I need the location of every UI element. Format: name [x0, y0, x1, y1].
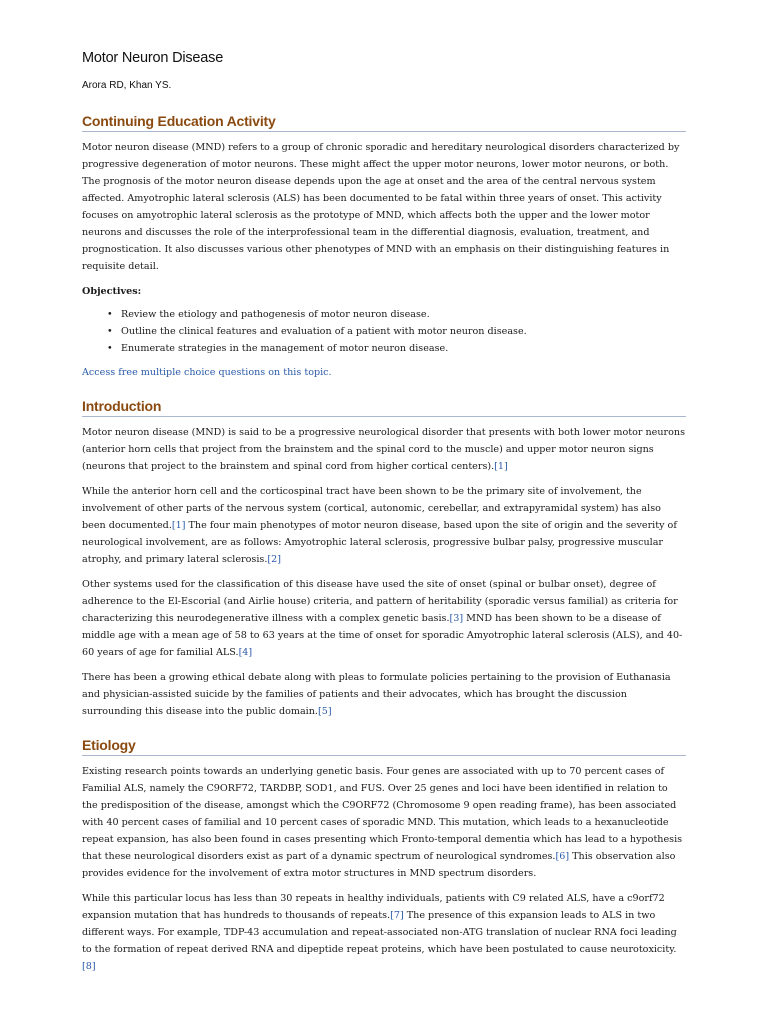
citation-link[interactable]: [3] — [449, 613, 464, 624]
paragraph-text: The four main phenotypes of motor neuron disease, based upon the site of origin and the severity of neurological involvement, are as follows: Amyotrophic lateral sclerosis, progressive bulbar palsy, progressive muscular atrophy, and primary lateral sclerosis. — [82, 520, 677, 565]
document-authors: Arora RD, Khan YS. — [82, 80, 172, 91]
citation-link[interactable]: [6] — [555, 851, 570, 862]
paragraph — [82, 576, 686, 661]
section-heading: Etiology — [82, 737, 686, 756]
list-item: • Outline the clinical features and evaluation of a patient with motor neuron disease. — [121, 323, 686, 340]
citation-link[interactable]: [2] — [267, 554, 281, 565]
citation-link[interactable]: [4] — [238, 647, 253, 658]
paragraph — [82, 763, 686, 882]
document-body — [82, 113, 686, 983]
objectives-label: Objectives: — [82, 286, 142, 297]
paragraph-text: MND has been shown to be a disease of middle age with a mean age of 58 to 63 years at the time of onset for sporadic Amyotrophic lateral sclerosis (ALS), and 40-60 years of age for familial ALS. — [82, 613, 683, 658]
paragraph — [82, 669, 686, 720]
citation-link[interactable]: [8] — [82, 961, 96, 972]
paragraph — [82, 424, 686, 475]
paragraph-text: There has been a growing ethical debate along with pleas to formulate policies pertaining to the provision of Euthanasia and physician-assisted suicide by the families of patients and their advocates, which has brought the discussion surrounding this disease into the public domain. — [82, 672, 671, 717]
paragraph-text: Motor neuron disease (MND) is said to be a progressive neurological disorder that presents with both lower motor neurons (anterior horn cells that project from the brainstem and the spinal cord to the muscle) and upper motor neuron signs (neurons that project to the brainstem and spinal cord from higher cortical centers). — [82, 427, 686, 472]
mcq-link[interactable]: Access free multiple choice questions on this topic. — [82, 367, 332, 378]
paragraph-text: Other systems used for the classification of this disease have used the site of onset (spinal or bulbar onset), degree of adherence to the El-Escorial (and Airlie house) criteria, and pattern of heritability (sporadic versus familial) as criteria for characterizing this neurodegenerative illness with a complex genetic basis. — [82, 579, 678, 624]
citation-link[interactable]: [1] — [171, 520, 186, 531]
paragraph: Motor neuron disease (MND) refers to a group of chronic sporadic and hereditary neurological disorders characterized by progressive degeneration of motor neurons. These might affect the upper motor neurons, lower motor neurons, or both. The prognosis of the motor neuron disease depends upon the age at onset and the area of the central nervous system affected. Amyotrophic lateral sclerosis (ALS) has been documented to be fatal within three years of onset. This activity focuses on amyotrophic lateral sclerosis as the prototype of MND, which affects both the upper and the lower motor neurons and discusses the role of the interprofessional team in the differential diagnosis, evaluation, treatment, and prognostication. It also discusses various other phenotypes of MND with an emphasis on their distinguishing features in requisite detail. — [82, 142, 680, 272]
list-item: • Enumerate strategies in the management of motor neuron disease. — [121, 340, 686, 357]
paragraph-text: Existing research points towards an underlying genetic basis. Four genes are associated with up to 70 percent cases of Familial ALS, namely the C9ORF72, TARDBP, SOD1, and FUS. Over 25 genes and loci have been identified in relation to the predisposition of the disease, amongst which the C9ORF72 (Chromosome 9 open reading frame), has been associated with 40 percent cases of familial and 10 percent cases of sporadic MND. This mutation, which leads to a hexanucleotide repeat expansion, has also been found in cases presenting which Fronto-temporal dementia which has lead to a hypothesis that these neurological disorders exist as part of a dynamic spectrum of neurological syndromes. — [82, 766, 683, 862]
document-title: Motor Neuron Disease — [82, 50, 224, 66]
section-etiology — [82, 737, 686, 975]
citation-link[interactable]: [1] — [494, 461, 508, 472]
paragraph-text: This observation also provides evidence for the involvement of extra motor structures in MND spectrum disorders. — [82, 851, 676, 879]
objectives-list — [82, 306, 686, 357]
paragraph-text: The presence of this expansion leads to ALS in two different ways. For example, TDP-43 accumulation and repeat-associated non-ATG translation of nuclear RNA foci leading to the formation of repeat derived RNA and dipeptide repeat proteins, which have been postulated to cause neurotoxicity. — [82, 910, 677, 955]
section-heading: Continuing Education Activity — [82, 113, 686, 132]
section-heading: Introduction — [82, 398, 686, 417]
citation-link[interactable]: [5] — [317, 706, 332, 717]
paragraph-text: While this particular locus has less than 30 repeats in healthy individuals, patients with C9 related ALS, have a c9orf72 expansion mutation that has hundreds to thousands of repeats. — [82, 893, 665, 921]
paragraph-text: While the anterior horn cell and the corticospinal tract have been shown to be the primary site of involvement, the involvement of other parts of the nervous system (cortical, autonomic, cerebellar, and extrapyramidal system) has also been documented. — [82, 486, 661, 531]
paragraph — [82, 483, 686, 568]
section-continuing-education — [82, 113, 686, 381]
paragraph — [82, 890, 686, 975]
list-item: • Review the etiology and pathogenesis of motor neuron disease. — [121, 306, 686, 323]
citation-link[interactable]: [7] — [390, 910, 404, 921]
section-introduction — [82, 398, 686, 720]
